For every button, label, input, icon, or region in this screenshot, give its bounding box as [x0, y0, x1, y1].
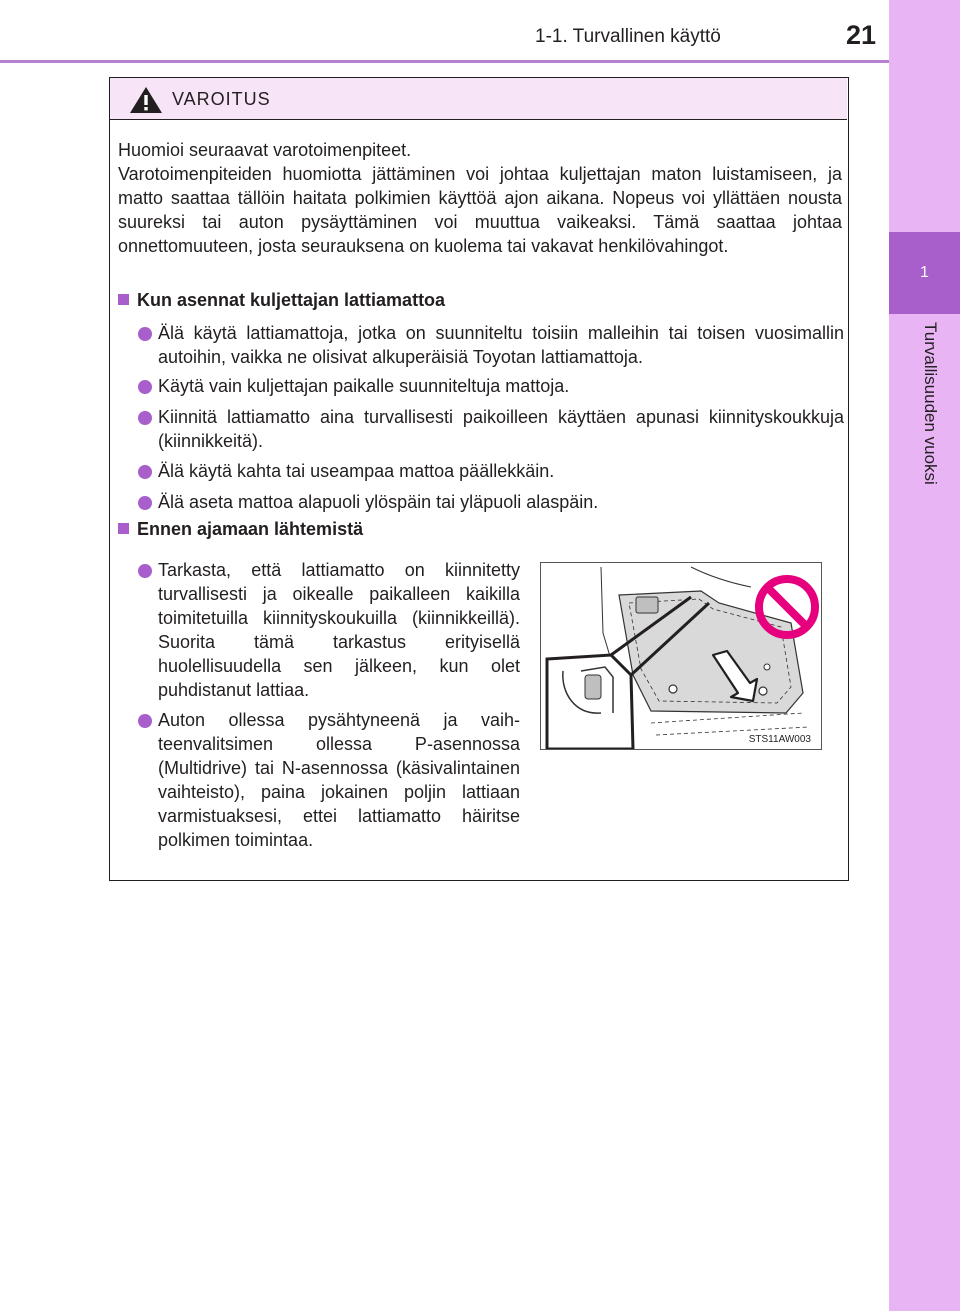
- warning-header: [110, 78, 847, 120]
- round-bullet-icon: [138, 411, 152, 425]
- list-item-text: Älä aseta mattoa alapuoli ylöspäin tai yläpuoli alaspäin.: [158, 492, 599, 512]
- floor-mat-illustration: [540, 562, 822, 750]
- list-item-text: Auton ollessa pysähtyneenä ja vaihteenvalitsimen ollessa P-asennossa (Multidrive) tai N-asennossa (käsivalintainen vaihteisto), paina jokainen poljin lattiaan varmistuaksesi, ettei lattiamatto häiritse polkimen toimintaa.: [158, 710, 520, 850]
- figure-code: STS11AW003: [748, 734, 811, 745]
- list-item: [138, 459, 844, 483]
- page-number: 21: [846, 20, 877, 50]
- square-bullet-icon: [118, 294, 129, 305]
- intro-paragraph: Varotoimenpiteiden huomiotta jättäminen voi johtaa kuljettajan maton luistamiseen, ja matto saattaa tällöin haitata polkimien käyttöä ajon aikana. Nopeus voi yllättäen nousta suureksi tai auton pysäyttäminen voi muuttua vaikeaksi. Tämä saattaa johtaa onnettomuuteen, josta seurauksena on kuolema tai vakavat henkilövahingot.: [118, 164, 842, 256]
- list-item: [138, 374, 844, 398]
- chapter-side-tab: [889, 0, 960, 1311]
- list-item: [138, 558, 520, 702]
- header-rule: [0, 60, 890, 63]
- warning-box: [109, 77, 849, 881]
- section-heading-text: Kun asennat kuljettajan lattiamattoa: [137, 290, 446, 310]
- warning-triangle-icon: [129, 86, 163, 114]
- list-item: [138, 321, 844, 369]
- square-bullet-icon: [118, 523, 129, 534]
- chapter-number: 1: [889, 232, 960, 314]
- list-item-text: Älä käytä lattiamattoja, jotka on suunniteltu toisiin malleihin tai toisen vuosimallin autoihin, vaikka ne olisivat alkuperäisiä Toyotan lattiamattoja.: [158, 323, 844, 367]
- section-heading-install: [118, 290, 445, 311]
- round-bullet-icon: [138, 714, 152, 728]
- intro-line: Huomioi seuraavat varotoimenpiteet.: [118, 140, 412, 160]
- section-title: 1-1. Turvallinen käyttö: [535, 26, 721, 47]
- round-bullet-icon: [138, 496, 152, 510]
- floor-mat-drawing: [541, 563, 821, 749]
- round-bullet-icon: [138, 564, 152, 578]
- section-heading-before-driving: [118, 519, 363, 540]
- list-item-text: Kiinnitä lattiamatto aina turvallisesti paikoilleen käyttäen apunasi kiinnityskoukkuja (kiinnikkeitä).: [158, 407, 844, 451]
- list-item: [138, 490, 844, 514]
- list-item: [138, 405, 844, 453]
- warning-title: VAROITUS: [172, 89, 271, 109]
- round-bullet-icon: [138, 465, 152, 479]
- round-bullet-icon: [138, 327, 152, 341]
- list-item-text: Käytä vain kuljettajan paikalle suunniteltuja mattoja.: [158, 376, 570, 396]
- round-bullet-icon: [138, 380, 152, 394]
- section-heading-text: Ennen ajamaan lähtemistä: [137, 519, 364, 539]
- warning-intro: [118, 138, 842, 258]
- chapter-title: Turvallisuuden vuoksi: [921, 322, 940, 485]
- list-item-text: Älä käytä kahta tai useampaa mattoa päällekkäin.: [158, 461, 555, 481]
- list-item-text: Tarkasta, että lattiamatto on kiinnitetty turvallisesti ja oikealle paikalleen kaikilla toimitetuilla kiinnityskoukuilla (kiinnikkeillä). Suorita tämä tarkastus erityisellä huolellisuudella sen jälkeen, kun olet puhdistanut lattiaa.: [158, 560, 520, 700]
- list-item: [138, 708, 520, 852]
